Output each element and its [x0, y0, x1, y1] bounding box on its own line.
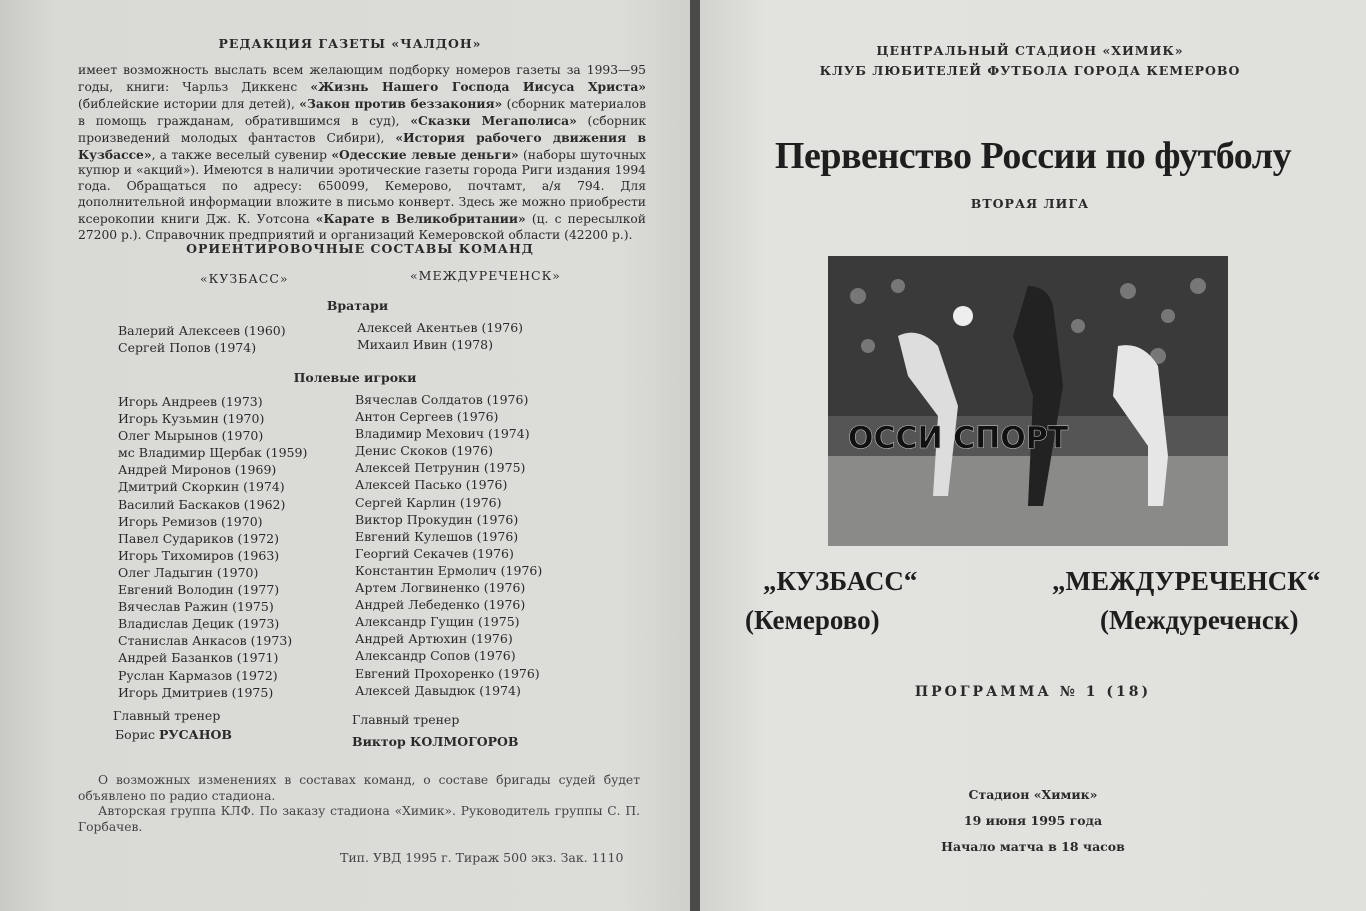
- book-title: «Карате в Великобритании»: [315, 211, 526, 227]
- player-entry: Станислав Анкасов (1973): [118, 633, 293, 649]
- kickoff-time: Начало матча в 18 часов: [941, 839, 1125, 854]
- player-entry: Евгений Прохоренко (1976): [355, 665, 540, 681]
- player-entry: Сергей Попов (1974): [118, 340, 257, 356]
- player-entry: Антон Сергеев (1976): [355, 409, 499, 425]
- coach-left-label: Главный тренер: [113, 708, 221, 723]
- player-entry: Павел Судариков (1972): [118, 530, 280, 546]
- club-header: КЛУБ ЛЮБИТЕЛЕЙ ФУТБОЛА ГОРОДА КЕМЕРОВО: [819, 63, 1241, 78]
- player-entry: Алексей Акентьев (1976): [357, 320, 524, 335]
- player-entry: Александр Сопов (1976): [355, 648, 516, 664]
- imprint: Тип. УВД 1995 г. Тираж 500 экз. Зак. 1110: [340, 850, 624, 865]
- player-entry: Валерий Алексеев (1960): [118, 323, 286, 338]
- player-entry: Андрей Артюхин (1976): [355, 631, 513, 647]
- player-entry: Игорь Кузьмин (1970): [118, 411, 265, 427]
- away-city: (Междуреченск): [1100, 605, 1299, 635]
- player-entry: Артем Логвиненко (1976): [355, 580, 526, 596]
- player-entry: Андрей Миронов (1969): [118, 462, 277, 478]
- note-authors: Авторская группа КЛФ. По заказу стадиона «Химик». Руководитель группы С. П. Горбачев.: [78, 804, 640, 834]
- player-entry: Вячеслав Солдатов (1976): [355, 392, 529, 407]
- photo-banner: ОССИ СПОРТ: [848, 421, 1069, 456]
- football-players-image: [828, 256, 1228, 546]
- home-city: (Кемерово): [745, 605, 880, 635]
- league-label: ВТОРАЯ ЛИГА: [970, 196, 1090, 211]
- paragraph-text: (сборник материалов в помощь гражданам, обратившимся в суд),: [78, 96, 646, 128]
- championship-title: Первенство России по футболу: [774, 135, 1292, 177]
- stadium-header: ЦЕНТРАЛЬНЫЙ СТАДИОН «ХИМИК»: [876, 43, 1184, 58]
- player-entry: Андрей Лебеденко (1976): [355, 597, 526, 613]
- player-entry: Игорь Тихомиров (1963): [118, 547, 280, 563]
- coach-right-first: Виктор: [352, 734, 406, 749]
- book-title: «Закон против беззакония»: [299, 95, 503, 111]
- home-team: „КУЗБАСС“: [763, 566, 918, 596]
- match-photo: [828, 256, 1228, 546]
- book-title: «Одесские левые деньги»: [331, 146, 519, 162]
- paragraph-text: (библейские истории для детей),: [78, 96, 300, 111]
- paragraph-text: (ц. с пересылкой 27200 р.). Справочник предприятий и организаций Кемеровской области (42200 р.).: [78, 212, 646, 243]
- player-entry: Михаил Ивин (1978): [357, 337, 494, 353]
- paragraph-text: (сборник произведений молодых фантастов Сибири),: [78, 113, 646, 145]
- coach-left-last: РУСАНОВ: [159, 727, 232, 742]
- goalkeepers-right-list: [357, 319, 523, 353]
- player-entry: Георгий Секачев (1976): [355, 545, 514, 561]
- player-entry: Денис Скоков (1976): [355, 443, 494, 459]
- team-left-label: «КУЗБАСС»: [200, 271, 289, 286]
- coach-right-last: КОЛМОГОРОВ: [410, 734, 519, 749]
- player-entry: Игорь Ремизов (1970): [118, 513, 263, 529]
- field-players-label: Полевые игроки: [293, 370, 417, 385]
- goalkeepers-left-list: [118, 322, 286, 356]
- player-entry: Алексей Петрунин (1975): [355, 460, 526, 476]
- field-players-right-list: [355, 391, 542, 699]
- player-entry: Игорь Андреев (1973): [118, 394, 263, 409]
- newspaper-heading: РЕДАКЦИЯ ГАЗЕТЫ «ЧАЛДОН»: [218, 36, 482, 51]
- player-entry: Евгений Володин (1977): [118, 582, 280, 598]
- player-entry: Олег Ладыгин (1970): [118, 564, 259, 580]
- player-entry: Вячеслав Ражин (1975): [118, 599, 274, 615]
- paragraph-text: имеет возможность выслать всем желающим подборку номеров газеты за 1993—95 годы, книги: Чарльз Диккенс: [78, 63, 646, 94]
- newspaper-paragraph: [78, 63, 646, 244]
- away-team: „МЕЖДУРЕЧЕНСК“: [1052, 566, 1321, 596]
- player-entry: Владислав Децик (1973): [118, 616, 280, 632]
- note-changes: О возможных изменениях в составах команд, о составе бригады судей будет объявлено по радио стадиона.: [78, 773, 640, 803]
- venue: Стадион «Химик»: [968, 787, 1098, 802]
- player-entry: Алексей Пасько (1976): [355, 477, 508, 493]
- player-entry: Виктор Прокудин (1976): [355, 511, 519, 527]
- field-players-left-list: [118, 393, 307, 701]
- goalkeepers-label: Вратари: [326, 298, 389, 313]
- coach-left-first: Борис: [115, 727, 156, 742]
- program-number: ПРОГРАММА № 1 (18): [914, 684, 1152, 700]
- match-date: 19 июня 1995 года: [963, 813, 1103, 828]
- player-entry: мс Владимир Щербак (1959): [118, 445, 308, 461]
- player-entry: Константин Ермолич (1976): [355, 562, 543, 578]
- team-right-label: «МЕЖДУРЕЧЕНСК»: [410, 268, 561, 283]
- player-entry: Александр Гущин (1975): [355, 614, 520, 630]
- book-title: «Сказки Мегаполиса»: [410, 112, 577, 128]
- coach-right-label: Главный тренер: [352, 712, 460, 727]
- player-entry: Андрей Базанков (1971): [118, 650, 279, 666]
- player-entry: Алексей Давыдюк (1974): [355, 682, 521, 698]
- book-title: «Жизнь Нашего Господа Иисуса Христа»: [310, 78, 646, 94]
- player-entry: Владимир Мехович (1974): [355, 426, 530, 442]
- player-entry: Игорь Дмитриев (1975): [118, 684, 274, 700]
- paragraph-text: , а также веселый сувенир: [151, 147, 332, 162]
- paragraph-text: (наборы шуточных купюр и «акций»). Имеются в наличии эротические газеты города Риги издания 1994 года. Обращаться по адресу: 650099, Кемерово, почтамт, а/я 794. Для дополнительной информации вложите в письмо конверт. Здесь же можно приобрести ксерокопии книги Дж. К. Уотсона: [78, 147, 646, 227]
- player-entry: Сергей Карлин (1976): [355, 494, 502, 510]
- book-title: «История рабочего движения в Кузбассе»: [78, 129, 646, 162]
- player-entry: Руслан Кармазов (1972): [118, 667, 278, 683]
- player-entry: Василий Баскаков (1962): [118, 496, 286, 512]
- player-entry: Олег Мырынов (1970): [118, 428, 264, 444]
- player-entry: Дмитрий Скоркин (1974): [118, 479, 285, 495]
- rosters-heading: ОРИЕНТИРОВОЧНЫЕ СОСТАВЫ КОМАНД: [186, 241, 534, 256]
- player-entry: Евгений Кулешов (1976): [355, 528, 519, 544]
